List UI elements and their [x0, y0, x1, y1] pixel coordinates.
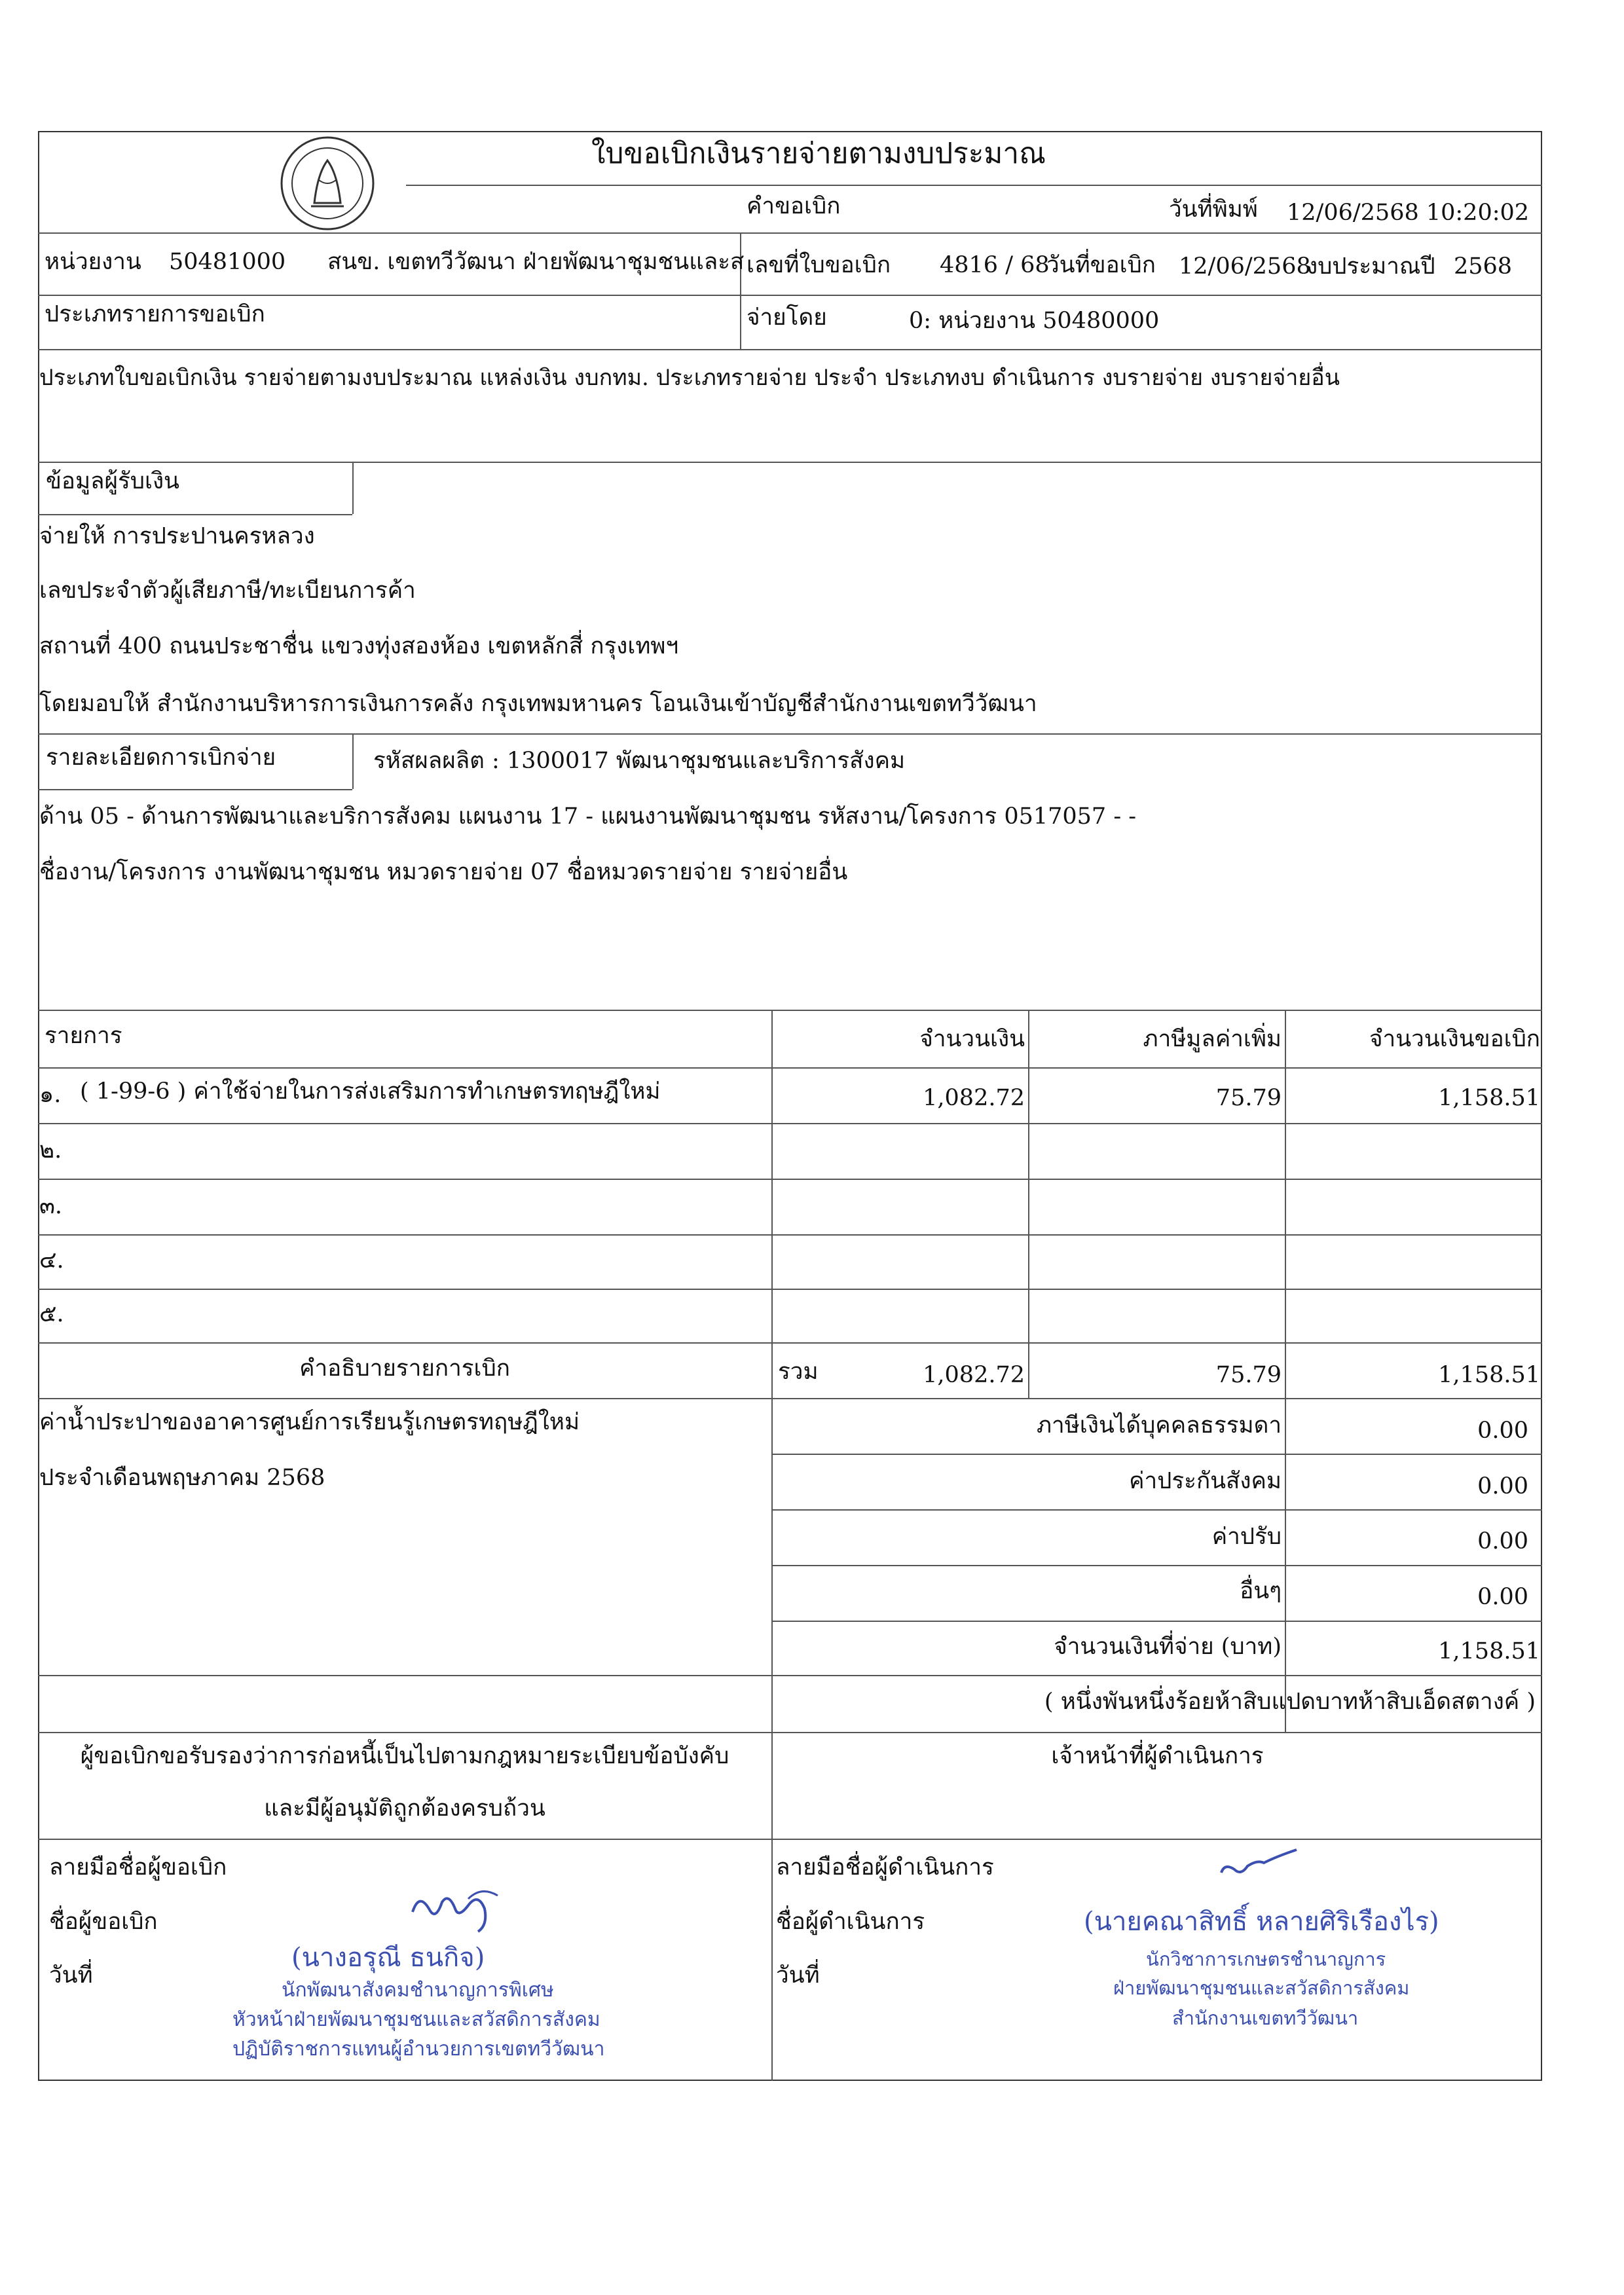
detail-line-2: ชื่องาน/โครงการ งานพัฒนาชุมชน หมวดรายจ่าย 07 ชื่อหมวดรายจ่าย รายจ่ายอื่น: [39, 859, 848, 885]
request-type-line: ประเภทใบขอเบิกเงิน รายจ่ายตามงบประมาณ แหล่งเงิน งบกทม. ประเภทรายจ่าย ประจำ ประเภทงบ ดำเนินการ งบรายจ่าย งบรายจ่ายอื่น: [39, 365, 1340, 391]
detail-section-label: รายละเอียดการเบิกจ่าย: [46, 744, 276, 771]
col-header-item: รายการ: [45, 1023, 122, 1049]
table-row-no: ๓.: [39, 1193, 63, 1219]
net-amount-label: จำนวนเงินที่จ่าย (บาท): [1054, 1634, 1282, 1660]
request-date-label: วันที่ขอเบิก: [1046, 252, 1156, 278]
tax-id: เลขประจำตัวผู้เสียภาษี/ทะเบียนการค้า: [39, 578, 416, 604]
sum-amount: 1,082.72: [923, 1362, 1025, 1388]
requester-stamp-position-3: ปฏิบัติราชการแทนผู้อำนวยการเขตทวีวัฒนา: [232, 2038, 605, 2061]
pay-to: จ่ายให้ การประปานครหลวง: [39, 523, 315, 549]
table-row-no: ๒.: [39, 1137, 62, 1164]
deduction-label: ค่าประกันสังคม: [1129, 1468, 1282, 1494]
detail-line-1: ด้าน 05 - ด้านการพัฒนาและบริการสังคม แผนงาน 17 - แผนงานพัฒนาชุมชน รหัสงาน/โครงการ 0517057 - -: [39, 803, 1137, 830]
request-no-label: เลขที่ใบขอเบิก: [747, 252, 891, 278]
requester-name-label: ชื่อผู้ขอเบิก: [49, 1909, 158, 1935]
officer-signature: [1211, 1843, 1303, 1889]
payee-address: สถานที่ 400 ถนนประชาชื่น แขวงทุ่งสองห้อง เขตหลักสี่ กรุงเทพฯ: [39, 633, 679, 659]
table-row-vat: 75.79: [1215, 1085, 1282, 1111]
sum-total: 1,158.51: [1438, 1362, 1540, 1388]
payee-section-label: ข้อมูลผู้รับเงิน: [46, 468, 179, 494]
deduction-label: อื่นๆ: [1240, 1578, 1282, 1604]
request-type-label: ประเภทรายการขอเบิก: [45, 301, 265, 327]
agency-name: สนข. เขตทวีวัฒนา ฝ่ายพัฒนาชุมชนและส: [327, 249, 745, 275]
bangkok-seal-icon: [278, 134, 377, 232]
net-amount: 1,158.51: [1438, 1638, 1540, 1664]
requester-date-label: วันที่: [49, 1962, 93, 1989]
print-date: 12/06/2568 10:20:02: [1287, 200, 1530, 226]
print-date-label: วันที่พิมพ์: [1169, 196, 1258, 223]
deduction-label: ค่าปรับ: [1211, 1524, 1282, 1550]
sum-vat: 75.79: [1215, 1362, 1282, 1388]
net-amount-text: ( หนึ่งพันหนึ่งร้อยห้าสิบแปดบาทห้าสิบเอ็ดสตางค์ ): [1044, 1689, 1536, 1715]
desc-label: คำอธิบายรายการเบิก: [299, 1355, 510, 1382]
table-row-desc: ( 1-99-6 ) ค่าใช้จ่ายในการส่งเสริมการทำเกษตรทฤษฎีใหม่: [80, 1078, 661, 1105]
product-code: รหัสผลผลิต : 1300017 พัฒนาชุมชนและบริการสังคม: [373, 748, 906, 774]
col-header-amount: จำนวนเงิน: [919, 1026, 1025, 1052]
table-row-no: ๑.: [39, 1082, 62, 1108]
officer-stamp-position-1: นักวิชาการเกษตรชำนาญการ: [1146, 1948, 1386, 1970]
officer-date-label: วันที่: [776, 1962, 820, 1989]
officer-label: เจ้าหน้าที่ผู้ดำเนินการ: [1051, 1743, 1264, 1769]
form-subtitle: คำขอเบิก: [747, 193, 841, 219]
page-title: ใบขอเบิกเงินรายจ่ายตามงบประมาณ: [591, 137, 1046, 170]
table-row-no: ๕.: [39, 1301, 64, 1327]
requester-signature-label: ลายมือชื่อผู้ขอเบิก: [49, 1854, 227, 1881]
officer-stamp-position-3: สำนักงานเขตทวีวัฒนา: [1172, 2007, 1359, 2029]
certify-line-2: และมีผู้อนุมัติถูกต้องครบถ้วน: [264, 1795, 545, 1822]
deduction-value: 0.00: [1477, 1418, 1528, 1444]
budget-year-label: งบประมาณปี: [1306, 253, 1435, 280]
requester-stamp-name: (นางอรุณี ธนกิจ): [291, 1943, 485, 1973]
requester-stamp-position-2: หัวหน้าฝ่ายพัฒนาชุมชนและสวัสดิการสังคม: [232, 2008, 600, 2031]
officer-stamp-name: (นายคณาสิทธิ์ หลายศิริเรืองไร): [1084, 1907, 1439, 1937]
col-header-vat: ภาษีมูลค่าเพิ่ม: [1143, 1026, 1282, 1052]
agency-code: 50481000: [169, 249, 286, 275]
description-line-2: ประจำเดือนพฤษภาคม 2568: [39, 1465, 325, 1491]
payee-delegate: โดยมอบให้ สำนักงานบริหารการเงินการคลัง กรุงเทพมหานคร โอนเงินเข้าบัญชีสำนักงานเขตทวีวัฒนา: [39, 691, 1037, 717]
certify-line-1: ผู้ขอเบิกขอรับรองว่าการก่อหนี้เป็นไปตามกฎหมายระเบียบข้อบังคับ: [80, 1743, 729, 1769]
deduction-value: 0.00: [1477, 1584, 1528, 1610]
sum-label: รวม: [778, 1359, 819, 1385]
description-line-1: ค่าน้ำประปาของอาคารศูนย์การเรียนรู้เกษตรทฤษฎีใหม่: [39, 1409, 580, 1435]
agency-label: หน่วยงาน: [45, 249, 141, 275]
requester-stamp-position-1: นักพัฒนาสังคมชำนาญการพิเศษ: [282, 1979, 554, 2002]
paid-by: 0: หน่วยงาน 50480000: [909, 308, 1160, 334]
table-row-total: 1,158.51: [1438, 1085, 1540, 1111]
officer-stamp-position-2: ฝ่ายพัฒนาชุมชนและสวัสดิการสังคม: [1113, 1977, 1410, 1999]
request-no: 4816 / 68: [940, 252, 1050, 278]
requester-signature: [406, 1873, 511, 1945]
deduction-label: ภาษีเงินได้บุคคลธรรมดา: [1036, 1412, 1282, 1439]
budget-year: 2568: [1454, 253, 1513, 280]
col-header-total: จำนวนเงินขอเบิก: [1369, 1026, 1540, 1052]
paid-by-label: จ่ายโดย: [747, 304, 827, 331]
table-row-no: ๔.: [39, 1247, 64, 1274]
table-row-amount: 1,082.72: [923, 1085, 1025, 1111]
request-date: 12/06/2568: [1179, 253, 1311, 280]
deduction-value: 0.00: [1477, 1473, 1528, 1499]
officer-name-label: ชื่อผู้ดำเนินการ: [776, 1909, 925, 1935]
deduction-value: 0.00: [1477, 1528, 1528, 1554]
officer-signature-label: ลายมือชื่อผู้ดำเนินการ: [776, 1854, 994, 1881]
